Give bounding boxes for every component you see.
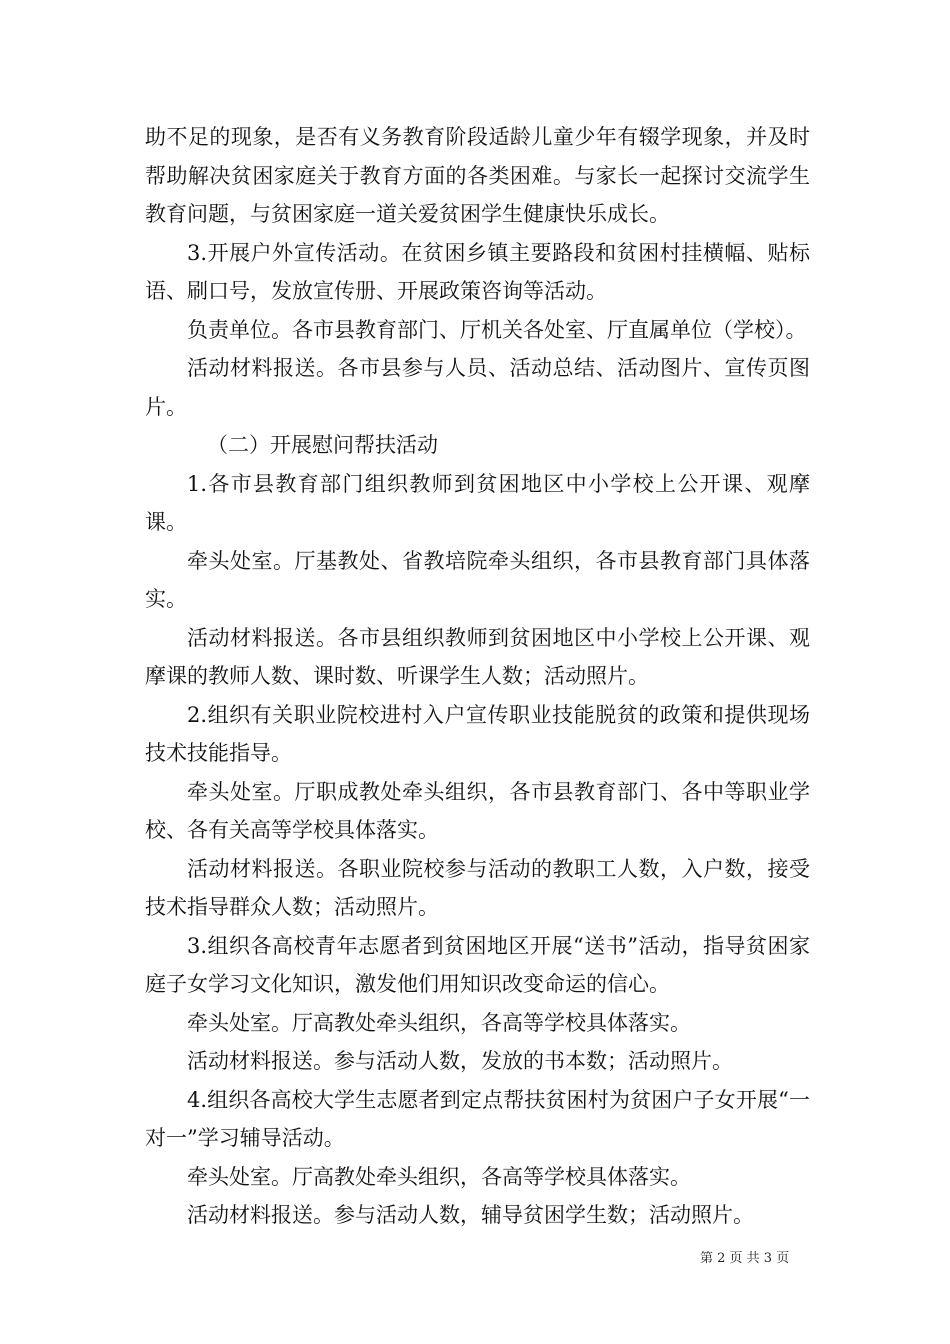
page-number-footer: 第 2 页 共 3 页 xyxy=(700,1251,790,1266)
paragraph-item-3-outdoor-publicity: 3.开展户外宣传活动。在贫困乡镇主要路段和贫困村挂横幅、贴标语、刷口号，发放宣传册、开展政策咨询等活动。 xyxy=(145,240,810,303)
paragraph-lead-office: 牵头处室。厅高教处牵头组织，各高等学校具体落实。 xyxy=(187,1164,691,1189)
paragraph-materials-submission: 活动材料报送。各市县参与人员、活动总结、活动图片、宣传页图片。 xyxy=(145,356,810,419)
section-heading-2: （二）开展慰问帮扶活动 xyxy=(207,433,438,457)
paragraph-item-2-vocational: 2.组织有关职业院校进村入户宣传职业技能脱贫的政策和提供现场技术技能指导。 xyxy=(145,702,810,765)
paragraph-item-4-tutoring: 4.组织各高校大学生志愿者到定点帮扶贫困村为贫困户子女开展“一对一”学习辅导活动。 xyxy=(145,1087,810,1150)
paragraph-lead-office: 牵头处室。厅基教处、省教培院牵头组织，各市县教育部门具体落实。 xyxy=(145,548,810,611)
paragraph-materials-submission: 活动材料报送。参与活动人数，辅导贫困学生数；活动照片。 xyxy=(187,1203,754,1227)
paragraph-item-1-open-classes: 1.各市县教育部门组织教师到贫困地区中小学校上公开课、观摩课。 xyxy=(145,471,810,534)
paragraph-lead-office: 牵头处室。厅职成教处牵头组织，各市县教育部门、各中等职业学校、各有关高等学校具体落实。 xyxy=(145,779,810,842)
paragraph-continuation: 助不足的现象，是否有义务教育阶段适龄儿童少年有辍学现象，并及时帮助解决贫困家庭关于教育方面的各类困难。与家长一起探讨交流学生教育问题，与贫困家庭一道关爱贫困学生健康快乐成长。 xyxy=(145,125,810,226)
document-body xyxy=(145,118,810,1235)
paragraph-materials-submission: 活动材料报送。各职业院校参与活动的教职工人数，入户数，接受技术指导群众人数；活动照片。 xyxy=(145,856,810,919)
paragraph-item-3-send-books: 3.组织各高校青年志愿者到贫困地区开展“送书”活动，指导贫困家庭子女学习文化知识，激发他们用知识改变命运的信心。 xyxy=(145,933,810,996)
paragraph-materials-submission: 活动材料报送。各市县组织教师到贫困地区中小学校上公开课、观摩课的教师人数、课时数、听课学生人数；活动照片。 xyxy=(145,625,810,688)
paragraph-lead-office: 牵头处室。厅高教处牵头组织，各高等学校具体落实。 xyxy=(187,1010,691,1035)
paragraph-materials-submission: 活动材料报送。参与活动人数，发放的书本数；活动照片。 xyxy=(187,1049,733,1073)
paragraph-responsible-unit: 负责单位。各市县教育部门、厅机关各处室、厅直属单位（学校）。 xyxy=(187,317,807,342)
